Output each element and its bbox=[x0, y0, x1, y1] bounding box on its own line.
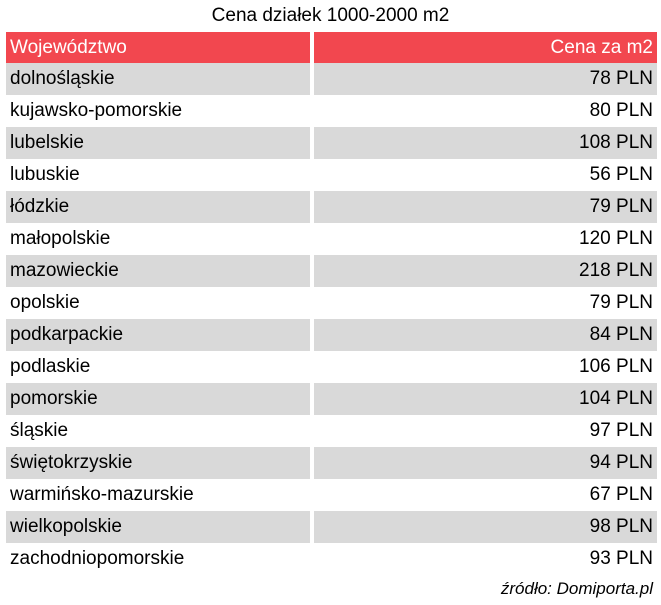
table-row bbox=[6, 63, 657, 95]
region-cell: wielkopolskie bbox=[6, 511, 310, 543]
table-row bbox=[6, 223, 657, 255]
table-row bbox=[6, 351, 657, 383]
price-cell: 67 PLN bbox=[589, 484, 653, 505]
price-cell: 218 PLN bbox=[314, 255, 657, 287]
table-row bbox=[6, 95, 657, 127]
region-cell: lubelskie bbox=[6, 127, 310, 159]
price-cell: 120 PLN bbox=[579, 228, 653, 249]
region-cell: łódzkie bbox=[6, 191, 310, 223]
table-body bbox=[6, 63, 657, 575]
price-cell: 84 PLN bbox=[314, 319, 657, 351]
price-table bbox=[6, 32, 657, 575]
price-cell: 79 PLN bbox=[314, 191, 657, 223]
price-cell: 108 PLN bbox=[314, 127, 657, 159]
table-row bbox=[6, 479, 657, 511]
table-row bbox=[6, 287, 657, 319]
region-cell: podkarpackie bbox=[6, 319, 310, 351]
table-row bbox=[6, 159, 657, 191]
column-header-region: Województwo bbox=[6, 32, 310, 63]
region-cell: pomorskie bbox=[6, 383, 310, 415]
table-row bbox=[6, 415, 657, 447]
table-row bbox=[6, 191, 657, 223]
price-cell: 78 PLN bbox=[314, 63, 657, 95]
region-cell: zachodniopomorskie bbox=[10, 548, 185, 569]
price-cell: 79 PLN bbox=[589, 292, 653, 313]
price-cell: 80 PLN bbox=[589, 100, 653, 121]
price-cell: 94 PLN bbox=[314, 447, 657, 479]
region-cell: śląskie bbox=[10, 420, 69, 441]
table-row bbox=[6, 127, 657, 159]
region-cell: kujawsko-pomorskie bbox=[10, 100, 183, 121]
region-cell: warmińsko-mazurskie bbox=[10, 484, 194, 505]
price-cell: 104 PLN bbox=[314, 383, 657, 415]
price-cell: 97 PLN bbox=[589, 420, 653, 441]
region-cell: lubuskie bbox=[10, 164, 80, 185]
region-cell: dolnośląskie bbox=[6, 63, 310, 95]
table-row bbox=[6, 543, 657, 575]
region-cell: podlaskie bbox=[10, 356, 91, 377]
table-row bbox=[6, 447, 657, 479]
region-cell: opolskie bbox=[10, 292, 80, 313]
price-cell: 106 PLN bbox=[579, 356, 653, 377]
region-cell: świętokrzyskie bbox=[6, 447, 310, 479]
region-cell: mazowieckie bbox=[6, 255, 310, 287]
table-row bbox=[6, 511, 657, 543]
column-header-price: Cena za m2 bbox=[314, 32, 657, 63]
price-cell: 98 PLN bbox=[314, 511, 657, 543]
table-row bbox=[6, 383, 657, 415]
table-title: Cena działek 1000-2000 m2 bbox=[211, 5, 450, 26]
price-cell: 93 PLN bbox=[589, 548, 653, 569]
price-cell: 56 PLN bbox=[589, 164, 653, 185]
table-row bbox=[6, 255, 657, 287]
table-row bbox=[6, 319, 657, 351]
table-header-row bbox=[6, 32, 657, 63]
source-note: źródło: Domiporta.pl bbox=[500, 579, 653, 598]
region-cell: małopolskie bbox=[10, 228, 111, 249]
